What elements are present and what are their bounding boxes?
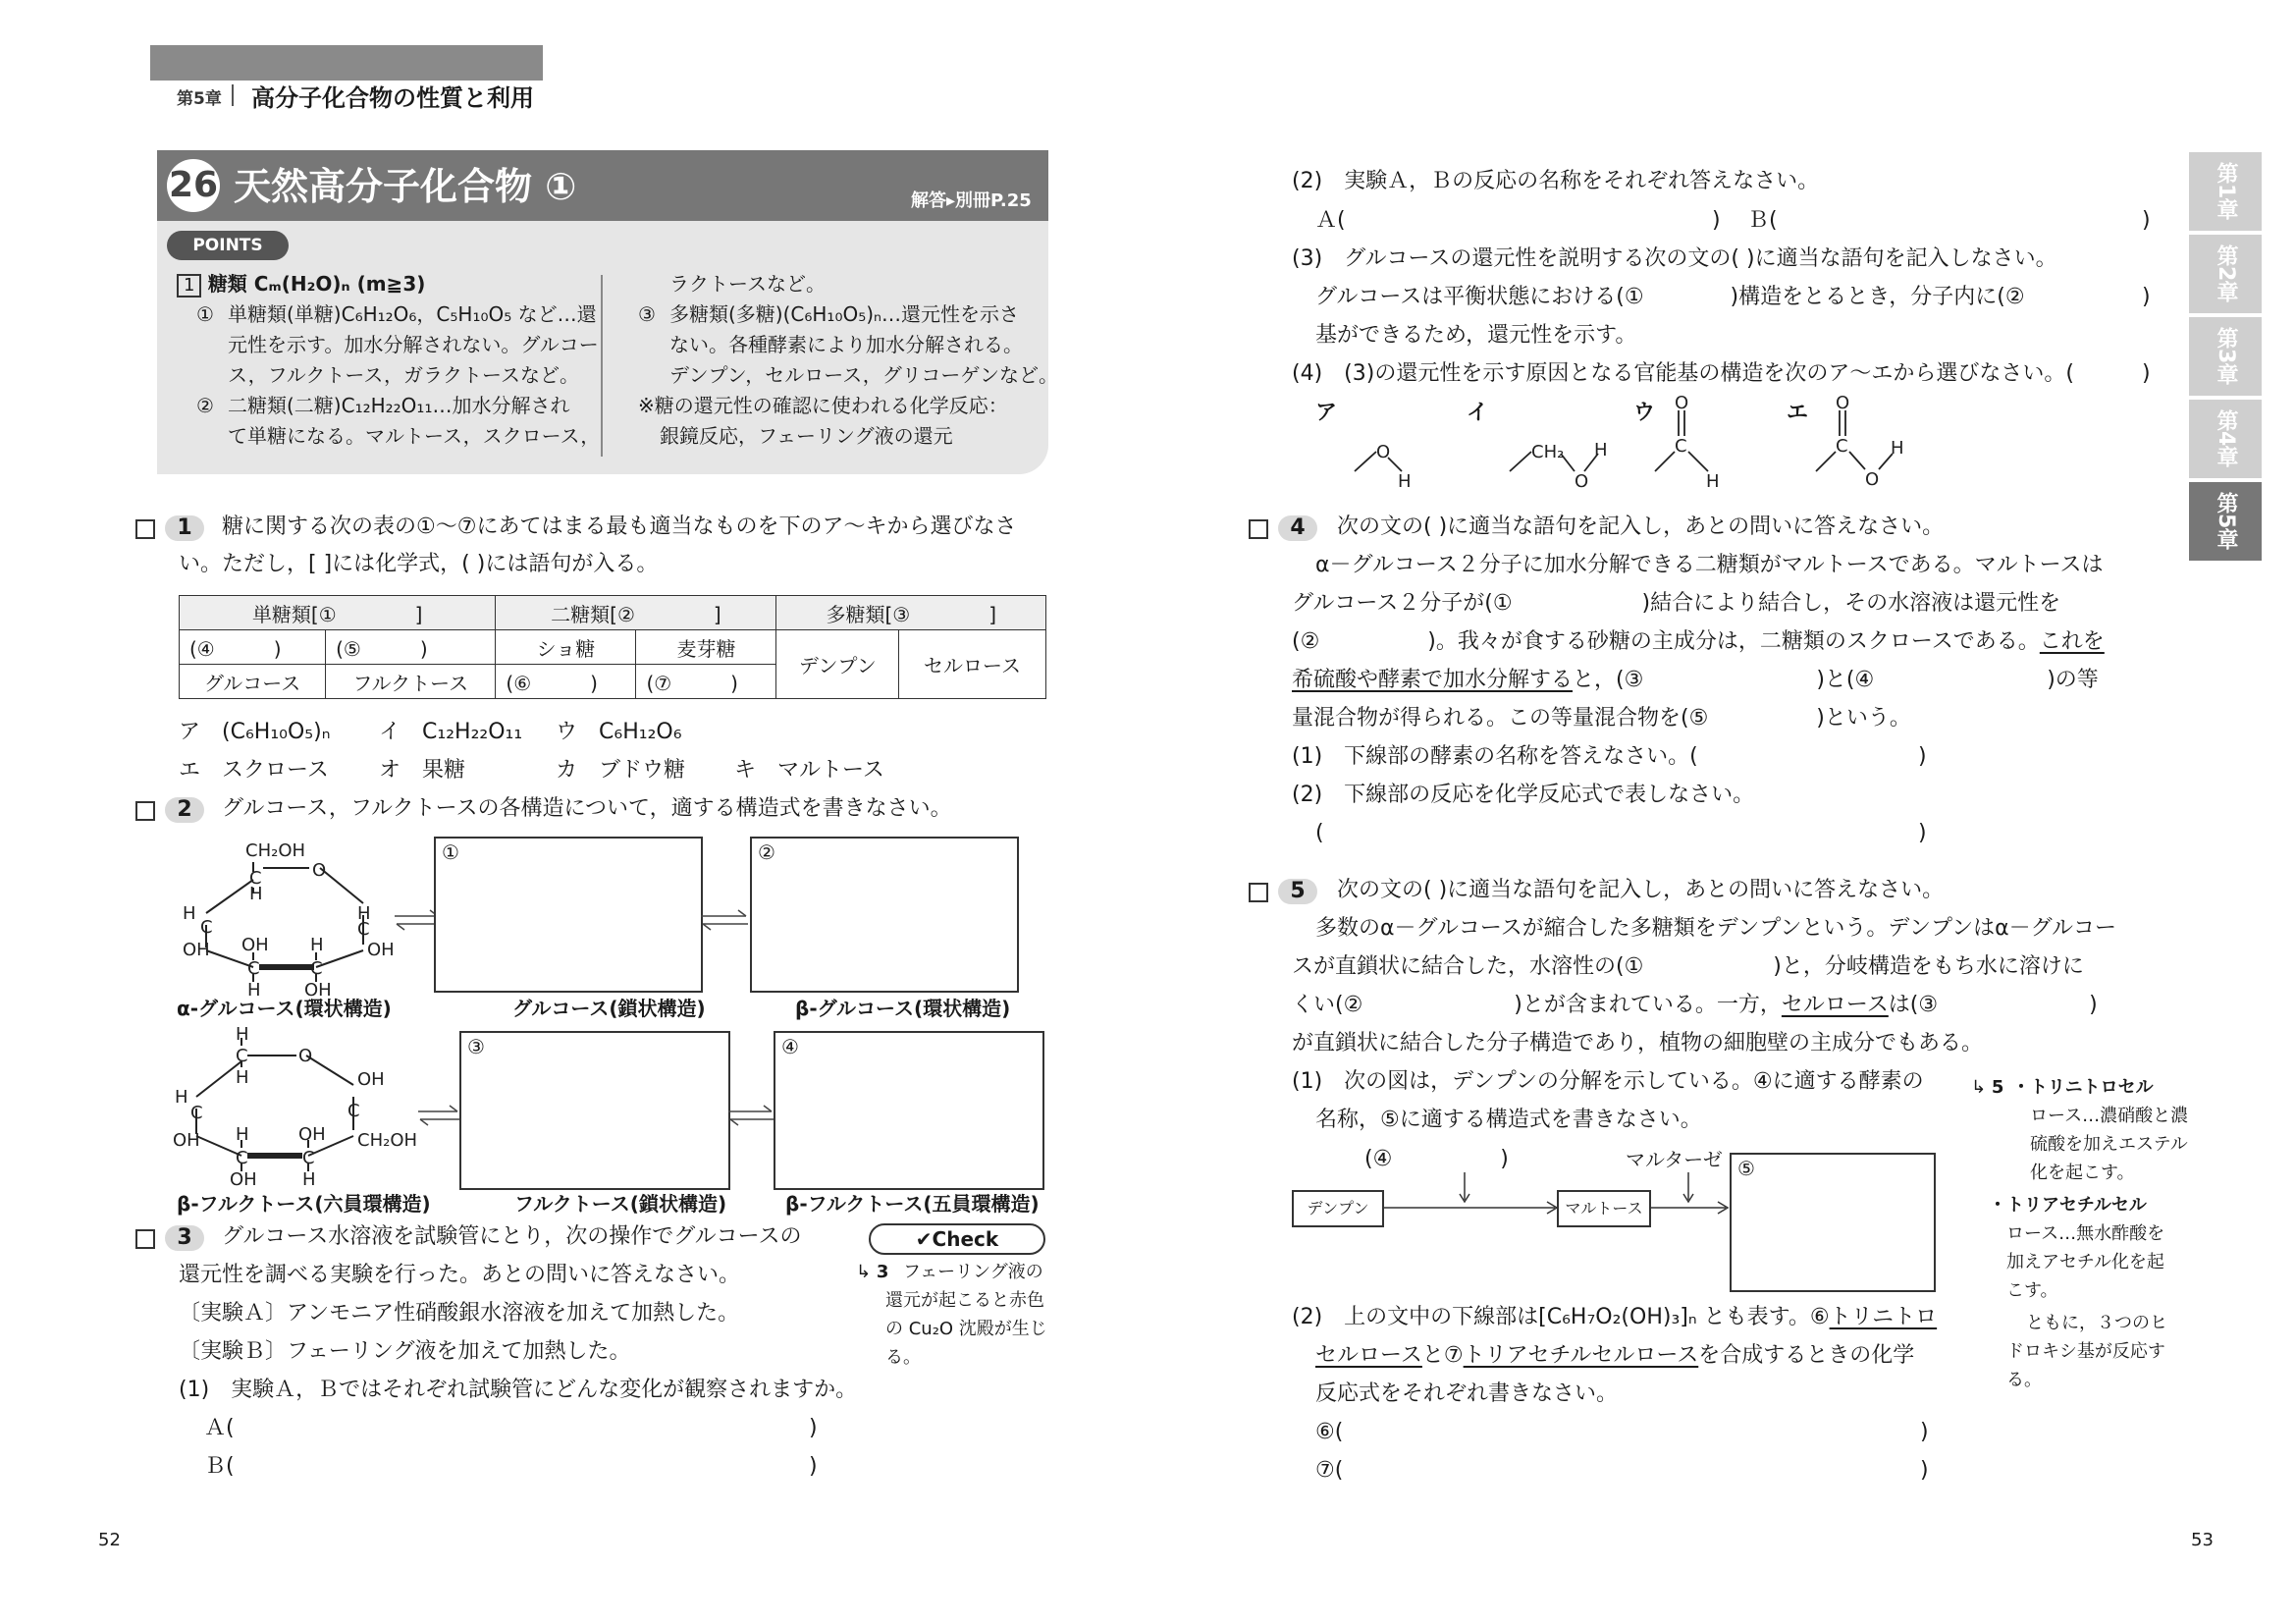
atom-c: C xyxy=(200,917,213,938)
points-note-line1: ※糖の還元性の確認に使われる化学反応： xyxy=(638,394,1008,417)
q3-experiment-b: 〔実験Ｂ〕フェーリング液を加えて加熱した。 xyxy=(179,1339,631,1364)
q5-note-arrow: ↳ 5 xyxy=(1971,1077,2004,1098)
q3-answer-b-open: Ｂ( xyxy=(204,1454,235,1479)
q1-choice-o: オ 果糖 xyxy=(379,758,466,783)
side-tab-ch1[interactable]: 第1章 xyxy=(2189,152,2262,231)
q3-3-close: ) xyxy=(2142,285,2151,309)
caption-beta-fructose-five: β-フルクトース(五員環構造) xyxy=(785,1192,1040,1216)
q5-sub2-line2: セルロースと⑦トリアセチルセルロースを合成するときの化学 xyxy=(1315,1343,1915,1368)
atom-c: C xyxy=(347,1101,360,1121)
q3-3-line1: グルコースは平衡状態における(① )構造をとるとき，分子内に(② xyxy=(1315,285,2025,309)
points-item3-num: ③ xyxy=(638,302,656,326)
fg-label-u: ウ xyxy=(1633,401,1656,425)
q2-checkbox[interactable] xyxy=(135,801,155,821)
q1-choice-i: イ C₁₂H₂₂O₁₁ xyxy=(379,720,523,744)
table-cell-4: (④ ) xyxy=(180,630,326,665)
caption-glucose-chain: グルコース(鎖状構造) xyxy=(512,997,706,1020)
q3-3-line2: 基ができるため，還元性を示す。 xyxy=(1315,323,1637,348)
points-item3-line3: デンプン，セルロース，グリコーゲンなど。 xyxy=(669,363,1058,387)
chapter-title: 高分子化合物の性質と利用 xyxy=(251,84,534,112)
atom-ch2oh: CH₂OH xyxy=(357,1130,418,1151)
q5-answer-7-field[interactable] xyxy=(1347,1456,1916,1486)
q4-p5: 量混合物が得られる。この等量混合物を(⑤ )という。 xyxy=(1292,706,1911,731)
answer-box-1[interactable]: ① xyxy=(434,837,703,993)
page-number-left: 52 xyxy=(98,1530,121,1550)
q5-answer-6-field[interactable] xyxy=(1347,1418,1916,1447)
q5-flow-maltose: マルトース xyxy=(1557,1190,1651,1227)
q5-answer-7-open: ⑦( xyxy=(1315,1458,1344,1483)
table-cell-fructose: フルクトース xyxy=(326,665,496,699)
q1-checkbox[interactable] xyxy=(135,519,155,539)
atom-h: H xyxy=(236,1024,249,1045)
atom-oh: OH xyxy=(230,1169,257,1190)
answer-reference: 解答▸別冊P.25 xyxy=(911,190,1032,211)
q2-number: 2 xyxy=(165,797,204,823)
q4-sub2-close: ) xyxy=(1918,821,1927,845)
atom-o: O xyxy=(312,860,327,881)
atom-oh: OH xyxy=(367,940,395,960)
table-cell-glucose: グルコース xyxy=(180,665,326,699)
q5-note-line9: ともに，３つのヒ xyxy=(2026,1313,2167,1333)
q5-note-line7: 加えアセチル化を起 xyxy=(2006,1252,2164,1272)
q4-number: 4 xyxy=(1278,515,1317,541)
points-item2-line2: て単糖になる。マルトース，スクロース， xyxy=(228,424,601,448)
caption-beta-glucose: β-グルコース(環状構造) xyxy=(795,997,1011,1020)
check-pill: ✔Check xyxy=(869,1223,1045,1255)
atom-h: H xyxy=(302,1169,316,1190)
beta-fructose-six-structure xyxy=(173,1024,422,1190)
q4-sub1-close: ) xyxy=(1918,744,1927,769)
fg-atom-ch2: CH₂ xyxy=(1531,442,1565,462)
q4-p4: 希硫酸や酵素で加水分解すると，(③ )と(④ )の等 xyxy=(1292,668,2099,692)
chapter-label: 第5章 xyxy=(177,89,222,109)
table-header-di: 二糖類[② ] xyxy=(496,596,776,630)
points-divider xyxy=(601,275,603,457)
points-item1-num: ① xyxy=(196,302,214,326)
q5-p3: くい(② )とが含まれている。一方，セルロースは(③ ) xyxy=(1292,993,2098,1017)
check-note-line3: の Cu₂O 沈殿が生じ xyxy=(885,1319,1047,1339)
points-item1-line2: 元性を示す。加水分解されない。グルコー xyxy=(228,333,599,356)
table-cell-maltose: 麦芽糖 xyxy=(636,630,776,665)
points-heading xyxy=(177,269,425,298)
atom-oh: OH xyxy=(173,1130,200,1151)
q3-2-b-open: Ｂ( xyxy=(1747,208,1778,233)
atom-h: H xyxy=(249,884,263,904)
fg-atom-o: O xyxy=(1865,469,1880,490)
q5-note-line8: こす。 xyxy=(2006,1280,2058,1301)
caption-beta-fructose-six: β-フルクトース(六員環構造) xyxy=(177,1192,431,1216)
q1-choice-u: ウ C₆H₁₂O₆ xyxy=(556,720,682,744)
q5-note-line4: 化を起こす。 xyxy=(2030,1163,2135,1183)
fg-atom-o: O xyxy=(1376,442,1391,462)
q5-note-line3: 硫酸を加えエステル xyxy=(2030,1134,2188,1155)
table-cell-7: (⑦ ) xyxy=(636,665,776,699)
q5-p1: 多数のα－グルコースが縮合した多糖類をデンプンという。デンプンはα－グルコー xyxy=(1315,916,2116,941)
caption-alpha-glucose: α-グルコース(環状構造) xyxy=(177,997,392,1020)
q5-flow-starch: デンプン xyxy=(1292,1190,1384,1227)
points-item3-line1: 多糖類(多糖)(C₆H₁₀O₅)ₙ…還元性を示さ xyxy=(669,302,1019,326)
points-right-line1: ラクトースなど。 xyxy=(669,272,826,296)
q3-3-text: (3) グルコースの還元性を説明する次の文の( )に適当な語句を記入しなさい。 xyxy=(1292,246,2057,271)
atom-c: C xyxy=(302,1148,315,1168)
q1-choice-e: エ スクロース xyxy=(179,758,329,783)
page-number-right: 53 xyxy=(2191,1530,2214,1550)
q5-intro: 次の文の( )に適当な語句を記入し，あとの問いに答えなさい。 xyxy=(1337,878,1945,902)
q1-choice-ka: カ ブドウ糖 xyxy=(556,758,686,783)
side-tab-ch5[interactable]: 第5章 xyxy=(2189,482,2262,561)
check-note-line4: る。 xyxy=(885,1347,921,1368)
q2-text: グルコース，フルクトースの各構造について，適する構造式を書きなさい。 xyxy=(222,796,952,821)
q5-p4: が直鎖状に結合した分子構造であり，植物の細胞壁の主成分でもある。 xyxy=(1292,1031,1984,1056)
points-item1-line3: ス，フルクトース，ガラクトースなど。 xyxy=(228,363,579,387)
q3-answer-a-field[interactable] xyxy=(236,1414,805,1443)
q5-p2: スが直鎖状に結合した，水溶性の(① )と，分岐構造をもち水に溶けに xyxy=(1292,954,2084,979)
q5-flow-arrows xyxy=(1380,1168,1730,1218)
q4-sub2-open: ( xyxy=(1315,821,1324,845)
q3-4-text: (4) (3)の還元性を示す原因となる官能基の構造を次のア～エから選びなさい。( xyxy=(1292,361,2074,386)
answer-box-4[interactable]: ④ xyxy=(774,1031,1044,1190)
alpha-glucose-structure xyxy=(177,835,412,1001)
q4-intro: 次の文の( )に適当な語句を記入し，あとの問いに答えなさい。 xyxy=(1337,514,1945,539)
atom-oh: OH xyxy=(357,1069,385,1090)
atom-h: H xyxy=(357,903,371,924)
side-tab-ch4[interactable]: 第4章 xyxy=(2189,400,2262,478)
side-tab-ch2[interactable]: 第2章 xyxy=(2189,235,2262,313)
q1-choice-a: ア (C₆H₁₀O₅)ₙ xyxy=(179,720,331,744)
q3-experiment-a: 〔実験Ａ〕アンモニア性硝酸銀水溶液を加えて加熱した。 xyxy=(179,1301,740,1326)
q5-diagram-enzyme: マルターゼ xyxy=(1626,1148,1723,1171)
table-cell-5: (⑤ ) xyxy=(326,630,496,665)
atom-c: C xyxy=(249,868,262,889)
chapter-bar xyxy=(150,45,543,81)
points-item2-num: ② xyxy=(196,394,214,417)
fg-label-i: イ xyxy=(1467,401,1489,425)
fg-label-a: ア xyxy=(1315,401,1338,425)
atom-oh: OH xyxy=(241,935,269,955)
q4-sub2: (2) 下線部の反応を化学反応式で表しなさい。 xyxy=(1292,783,1755,807)
check-note-arrow: ↳ 3 xyxy=(856,1262,889,1282)
q5-note-line6: ロース…無水酢酸を xyxy=(2006,1223,2165,1244)
points-note-line2: 銀鏡反応，フェーリング液の還元 xyxy=(660,424,953,448)
fg-atom-h: H xyxy=(1891,438,1904,459)
q3-answer-b-field[interactable] xyxy=(236,1452,805,1482)
fg-atom-o: O xyxy=(1675,393,1689,413)
q3-2-a-open: Ａ( xyxy=(1315,208,1346,233)
lesson-number: 26 xyxy=(167,159,220,212)
equilibrium-arrow xyxy=(699,908,750,932)
q5-note-line11: る。 xyxy=(2006,1370,2042,1390)
points-line1: 糖類 Cₘ(H₂O)ₙ (m≧3) xyxy=(207,272,426,296)
q5-note-line10: ドロキシ基が反応す xyxy=(2006,1341,2165,1362)
atom-c: C xyxy=(310,958,323,979)
q5-sub2-line1: (2) 上の文中の下線部は[C₆H₇O₂(OH)₃]ₙ とも表す。⑥トリニトロ xyxy=(1292,1305,1938,1329)
atom-h: H xyxy=(247,980,261,1001)
equilibrium-arrow xyxy=(416,1104,461,1127)
table-cell-cellulose: セルロース xyxy=(899,630,1046,699)
atom-o: O xyxy=(298,1046,313,1066)
table-cell-6: (⑥ ) xyxy=(496,665,636,699)
q5-answer-6-close: ) xyxy=(1920,1420,1929,1444)
chapter-separator xyxy=(232,84,234,106)
fg-atom-c: C xyxy=(1675,436,1687,457)
table-header-poly: 多糖類[③ ] xyxy=(776,596,1046,630)
atom-c: C xyxy=(190,1103,203,1123)
fg-atom-c: C xyxy=(1836,436,1848,457)
caption-fructose-chain: フルクトース(鎖状構造) xyxy=(514,1192,727,1216)
check-note-line2: 還元が起こると赤色 xyxy=(885,1290,1044,1311)
atom-c: C xyxy=(236,1046,248,1066)
q3-2-b-close: ) xyxy=(2142,208,2151,233)
fg-label-e: エ xyxy=(1787,401,1809,425)
check-note-line1: フェーリング液の xyxy=(903,1262,1043,1282)
atom-ch2oh: CH₂OH xyxy=(245,840,306,861)
table-cell-sucrose: ショ糖 xyxy=(496,630,636,665)
atom-h: H xyxy=(310,935,324,955)
q5-answer-6-open: ⑥( xyxy=(1315,1420,1344,1444)
fg-atom-h: H xyxy=(1706,471,1720,492)
points-item1-line1: 単糖類(単糖)C₆H₁₂O₆，C₅H₁₀O₅ など…還 xyxy=(228,302,597,326)
q5-sub2-line3: 反応式をそれぞれ書きなさい。 xyxy=(1315,1381,1619,1406)
atom-oh: OH xyxy=(298,1124,326,1145)
q3-sub1: (1) 実験Ａ，Ｂではそれぞれ試験管にどんな変化が観察されますか。 xyxy=(179,1378,858,1402)
atom-h: H xyxy=(236,1124,249,1145)
answer-box-2[interactable]: ② xyxy=(750,837,1019,993)
atom-oh: OH xyxy=(183,940,210,960)
points-item2-line1: 二糖類(二糖)C₁₂H₂₂O₁₁…加水分解され xyxy=(228,394,570,417)
q1-number: 1 xyxy=(165,515,204,541)
q5-sub1-line1: (1) 次の図は，デンプンの分解を示している。④に適する酵素の xyxy=(1292,1069,1924,1094)
q3-answer-b-close: ) xyxy=(809,1454,818,1479)
atom-c: C xyxy=(236,1148,248,1168)
functional-group-structures xyxy=(1345,393,1934,501)
q5-note-line1: ・トリニトロセル xyxy=(2012,1077,2154,1098)
equilibrium-arrow xyxy=(726,1104,775,1127)
q1-choice-ki: キ マルトース xyxy=(734,758,884,783)
q4-sub2-field[interactable] xyxy=(1335,819,1914,848)
q3-4-close: ) xyxy=(2142,361,2151,386)
q3-line1: グルコース水溶液を試験管にとり，次の操作でグルコースの xyxy=(222,1224,802,1249)
q4-p2: グルコース２分子が(① )結合により結合し，その水溶液は還元性を xyxy=(1292,591,2061,616)
q3-2-a-close: ) xyxy=(1712,208,1721,233)
q5-answer-7-close: ) xyxy=(1920,1458,1929,1483)
answer-box-3[interactable]: ③ xyxy=(459,1031,730,1190)
table-cell-starch: デンプン xyxy=(776,630,899,699)
fg-atom-o: O xyxy=(1575,471,1589,492)
q3-number: 3 xyxy=(165,1225,204,1251)
atom-h: H xyxy=(175,1087,188,1108)
side-tab-ch3[interactable]: 第3章 xyxy=(2189,317,2262,396)
q5-answer-box-5[interactable]: ⑤ xyxy=(1730,1153,1936,1292)
atom-c: C xyxy=(357,919,370,940)
q5-diagram-blank[interactable]: (④ ) xyxy=(1364,1147,1509,1171)
atom-oh: OH xyxy=(304,980,332,1001)
q1-line2: い。ただし，[ ]には化学式，( )には語句が入る。 xyxy=(179,552,659,576)
q5-sub1-line2: 名称，⑤に適する構造式を書きなさい。 xyxy=(1315,1108,1702,1132)
q3-line2: 還元性を調べる実験を行った。あとの問いに答えなさい。 xyxy=(179,1263,741,1287)
q4-sub1: (1) 下線部の酵素の名称を答えなさい。( xyxy=(1292,744,1698,769)
q3-answer-a-close: ) xyxy=(809,1416,818,1440)
points-item3-line2: ない。各種酵素により加水分解される。 xyxy=(669,333,1023,356)
atom-h: H xyxy=(183,903,196,924)
fg-atom-h: H xyxy=(1398,471,1412,492)
q3-answer-a-open: Ａ( xyxy=(204,1416,235,1440)
q1-line1: 糖に関する次の表の①～⑦にあてはまる最も適当なものを下のア～キから選びなさ xyxy=(222,514,1017,539)
q5-note-line2: ロース…濃硝酸と濃 xyxy=(2030,1106,2189,1126)
q4-checkbox[interactable] xyxy=(1249,519,1268,539)
q4-p3: (② )。我々が食する砂糖の主成分は，二糖類のスクロースである。これを xyxy=(1292,629,2105,654)
q4-p1: α－グルコース２分子に加水分解できる二糖類がマルトースである。マルトースは xyxy=(1315,553,2104,577)
points-pill: POINTS xyxy=(167,231,289,260)
q3-2-text: (2) 実験Ａ，Ｂの反応の名称をそれぞれ答えなさい。 xyxy=(1292,169,1820,193)
points-box-number: 1 xyxy=(177,274,201,298)
q3-checkbox[interactable] xyxy=(135,1229,155,1249)
sugar-table xyxy=(179,595,1046,699)
lesson-title: 天然高分子化合物 ① xyxy=(234,165,577,208)
q5-number: 5 xyxy=(1278,879,1317,904)
atom-h: H xyxy=(236,1067,249,1088)
atom-c: C xyxy=(247,958,260,979)
table-header-mono: 単糖類[① ] xyxy=(180,596,496,630)
q5-note-line5: ・トリアセチルセル xyxy=(1989,1195,2147,1216)
fg-atom-h: H xyxy=(1594,440,1608,460)
fg-atom-o: O xyxy=(1836,393,1850,413)
q5-checkbox[interactable] xyxy=(1249,883,1268,902)
